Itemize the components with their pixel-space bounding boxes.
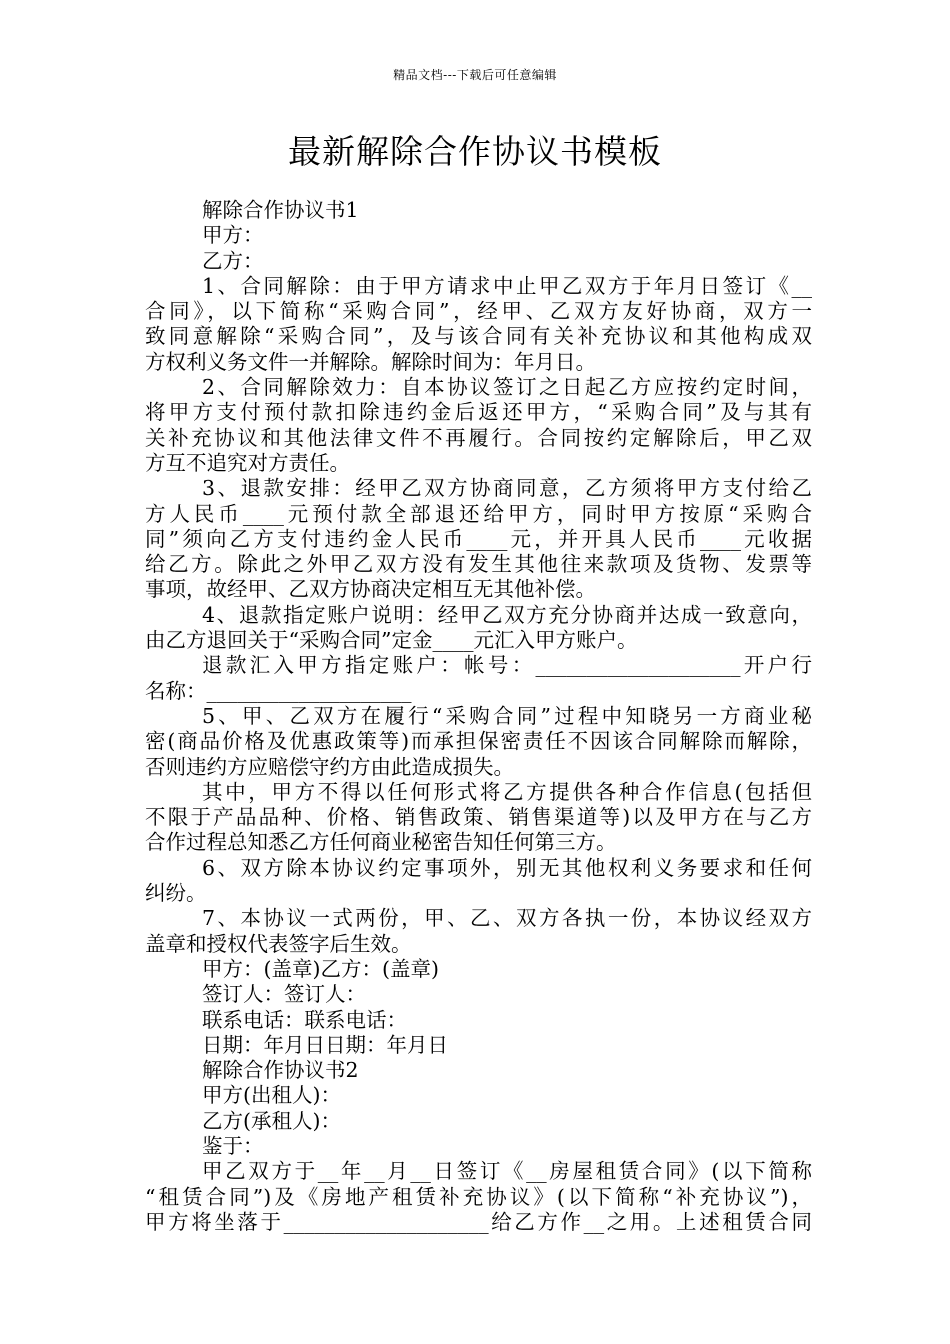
text-line: 致同意解除“采购合同”，及与该合同有关补充协议和其他构成双: [145, 324, 812, 349]
text-line: 退款汇入甲方指定账户：帐号：____________________开户行: [202, 653, 812, 678]
text-line: 甲方(出租人)：: [202, 1083, 341, 1108]
text-line: 给乙方。除此之外甲乙双方没有发生其他往来款项及货物、发票等: [145, 552, 812, 577]
text-line: 7、本协议一式两份，甲、乙、双方各执一份，本协议经双方: [202, 906, 812, 931]
text-line: 不限于产品品种、价格、销售政策、销售渠道等)以及甲方在与乙方: [145, 805, 812, 830]
text-line: “租赁合同”)及《房地产租赁补充协议》(以下简称“补充协议”)，: [145, 1184, 812, 1209]
text-line: 5、甲、乙双方在履行“采购合同”过程中知晓另一方商业秘: [202, 703, 812, 728]
text-line: 方人民币____元预付款全部退还给甲方，同时甲方按原“采购合: [145, 501, 812, 526]
header-note: 精品文档---下载后可任意编辑: [393, 68, 557, 82]
text-line: 纠纷。: [145, 881, 207, 906]
text-line: 合作过程总知悉乙方任何商业秘密告知任何第三方。: [145, 830, 617, 855]
text-line: 甲方：: [202, 223, 264, 248]
document-title: 最新解除合作协议书模板: [288, 132, 662, 171]
text-line: 盖章和授权代表签字后生效。: [145, 931, 412, 956]
text-line: 2、合同解除效力：自本协议签订之日起乙方应按约定时间，: [202, 375, 812, 400]
text-line: 1、合同解除：由于甲方请求中止甲乙双方于年月日签订《__: [202, 273, 812, 298]
text-line: 6、双方除本协议约定事项外，别无其他权利义务要求和任何: [202, 855, 812, 880]
text-line: 鉴于：: [202, 1133, 264, 1158]
text-line: 甲方：(盖章)乙方：(盖章): [202, 956, 439, 981]
text-line: 关补充协议和其他法律文件不再履行。合同按约定解除后，甲乙双: [145, 425, 812, 450]
text-line: 日期：年月日日期：年月日: [202, 1032, 448, 1057]
text-line: 由乙方退回关于“采购合同”定金____元汇入甲方账户。: [145, 628, 638, 653]
document-body: [145, 198, 812, 1235]
text-line: 名称：____________________: [145, 678, 412, 703]
text-line: 其中，甲方不得以任何形式将乙方提供各种合作信息(包括但: [202, 779, 812, 804]
text-line: 签订人：签订人：: [202, 982, 366, 1007]
text-line: 事项，故经甲、乙双方协商决定相互无其他补偿。: [145, 577, 596, 602]
text-line: 合同》，以下简称“采购合同”，经甲、乙双方友好协商，双方一: [145, 299, 812, 324]
text-line: 乙方(承租人)：: [202, 1108, 341, 1133]
text-line: 甲乙双方于__年__月__日签订《__房屋租赁合同》(以下简称: [202, 1159, 812, 1184]
text-line: 将甲方支付预付款扣除违约金后返还甲方，“采购合同”及与其有: [145, 400, 812, 425]
text-line: 乙方：: [202, 248, 264, 273]
text-line: 解除合作协议书1: [202, 198, 359, 222]
text-line: 解除合作协议书2: [202, 1058, 359, 1083]
text-line: 4、退款指定账户说明：经甲乙双方充分协商并达成一致意向，: [202, 602, 812, 627]
text-line: 密(商品价格及优惠政策等)而承担保密责任不因该合同解除而解除，: [145, 729, 812, 754]
text-line: 方权利义务文件一并解除。解除时间为：年月日。: [145, 349, 596, 374]
text-line: 甲方将坐落于____________________给乙方作__之用。上述租赁合同: [145, 1209, 812, 1234]
text-line: 同”须向乙方支付违约金人民币____元，并开具人民币____元收据: [145, 526, 812, 551]
text-line: 联系电话：联系电话：: [202, 1007, 407, 1032]
text-line: 3、退款安排：经甲乙双方协商同意，乙方须将甲方支付给乙: [202, 476, 812, 501]
text-line: 否则违约方应赔偿守约方由此造成损失。: [145, 754, 514, 779]
text-line: 方互不追究对方责任。: [145, 450, 350, 475]
